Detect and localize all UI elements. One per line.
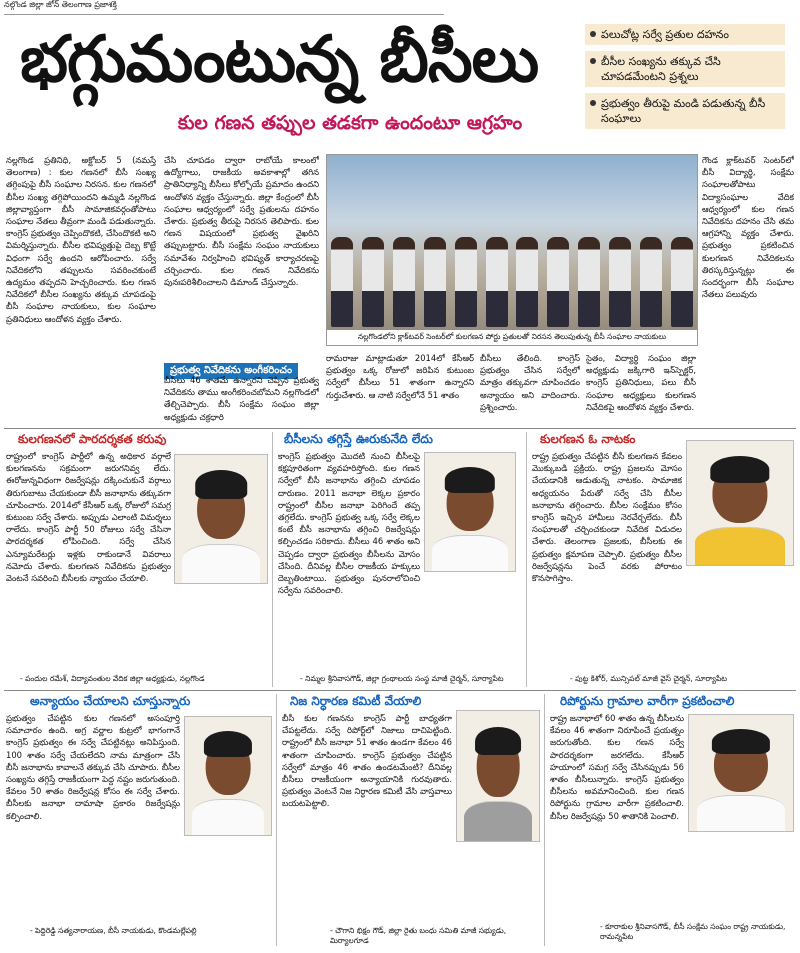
- section-signature: - చౌగాని భిక్షం గౌడ్, జిల్లా రైతు బంధు సమితి మాజీ సభ్యుడు, మిర్యాలగూడ: [330, 926, 507, 945]
- portrait-photo: [686, 440, 794, 566]
- section-title: కులగణన ఓ నాటకం: [540, 432, 636, 446]
- section-signature: - పందుల రమేశ్, విద్యావంతుల వేదిక జిల్లా అధ్యక్షుడు, నల్లగొండ: [20, 674, 205, 683]
- highlights-box: [585, 24, 785, 135]
- section-title: రిపోర్టును గ్రామాల వారీగా ప్రకటించాలి: [560, 694, 735, 708]
- lead-col-1: నల్లగొండ ప్రతినిధి, అక్టోబర్ 5 (నమస్తే తెలంగాణ) : కుల గణనలో బీసీ సంఖ్య తగ్గింపుపై బీసీ సంఘాల నిరసన. కుల గణనలో బీసీల సంఖ్య తగ్గిపోయిందని ఉమ్మడి నల్లగొండ జిల్లావ్యాప్తంగా బీసీ సామాజికవర్గంతోపాటు సంఘాల నేతలు తీవ్రంగా మండి పడుతున్నారు. కాంగ్రెస్ ప్రభుత్వం చెప్పిందొకటి, చేసిందొకటి అని విమర్శిస్తున్నారు. బీసీల భవిష్యత్తుపై దెబ్బ కొట్టే విధంగా సర్వే ఉందని ఆరోపించారు. సర్వే నివేదికలోని తప్పులను సవరించకుంటే ఉద్యమం తప్పదని హెచ్చరించారు. కుల గణన నివేదికలో బీసీల సంఖ్యను తక్కువ చూపడంపై బీసీ సంఘాల నాయకులు, కుల సంఘాల ప్రతినిధులు ఆందోళన వ్యక్తం చేశారు.: [6, 155, 156, 324]
- portrait-photo: [184, 716, 272, 836]
- divider: [272, 432, 273, 687]
- section-signature: - పెద్దిరెడ్డి సత్యనారాయణ, బీసీ నాయకుడు, కొండమల్లేపల్లి: [30, 926, 197, 935]
- section-signature: - నిమ్మల శ్రీనివాసగౌడ్, జిల్లా గ్రంథాలయ సంస్థ మాజీ చైర్మన్, సూర్యాపేట: [300, 674, 504, 683]
- highlight-item: బీసీల సంఖ్యను తక్కువ చేసి చూపడమేంటని ప్రశ్నలు: [585, 51, 785, 87]
- lead-col-2: చేసి చూపడం ద్వారా రాబోయే కాలంలో ఉద్యోగాలు, రాజకీయ అవకాశాల్లో తగిన ప్రాతినిధ్యాన్ని బీసీలు కోల్పోయే ప్రమాదం ఉందని ఆందోళన వ్యక్తం చేస్తున్నారు. జిల్లా కేంద్రంలో బీసీ సంఘాల ఆధ్వర్యంలో సర్వే ప్రతులను దహనం చేశారు. ప్రభుత్వ తీరుపై నిరసన తెలిపారు. కుల గణన విషయంలో ప్రభుత్వ వైఖరిని తప్పుబట్టారు. బీసీ సంక్షేమ సంఘం నాయకులు సమావేశం నిర్వహించి భవిష్యత్ కార్యాచరణపై చర్చించారు. కుల గణన నివేదికను పునఃపరిశీలించాలని డిమాండ్ చేస్తున్నారు.: [164, 155, 319, 288]
- lead-bottom-b: రామరాజు మాట్లాడుతూ 2014లో కేసీఆర్ ప్రభుత్వం ఒక్క రోజులో జరిపిన కుటుంబ సర్వేలో బీసీలు 51 శాతంగా ఉన్నారని గుర్తుచేశారు. ఆ నాటి సర్వేలోనే 51 శాతం: [326, 353, 474, 400]
- portrait-photo: [174, 454, 268, 584]
- divider: [544, 694, 545, 946]
- section-signature: - పుట్ట కిశోర్, మున్సిపల్ మాజీ వైస్ చైర్మన్, సూర్యాపేట: [570, 674, 728, 683]
- lead-col-4: గౌండ క్లాక్‌టవర్ సెంటర్‌లో బీసీ విద్యార్థి, సంక్షేమ సంఘాలతోపాటు విద్యాసంఘాల వేదిక ఆధ్వర్యంలో కుల గణన నివేదికను దహనం చేసి తమ ఆగ్రహాన్ని వ్యక్తం చేశారు. ప్రభుత్వం ప్రకటించిన కులగణన నివేదికలను తిరస్కరిస్తున్నట్లు ఈ సందర్భంగా బీసీ సంఘాల నేతలు పలువురు: [702, 155, 794, 300]
- lead-bottom-a: బీసీలు 46 శాతమే ఉన్నారని చెప్పిన ప్రభుత్వ నివేదికను తాము అంగీకరించబోమని నల్లగొండలో తేల్చిచెప్పారు. బీసీ సంక్షేమ సంఘం జిల్లా అధ్యక్షుడు చక్రధారి: [164, 375, 319, 422]
- bullet-icon: [590, 58, 596, 64]
- divider: [4, 690, 796, 691]
- lead-bottom-d: సైతం, విద్యార్థి సంఘం జిల్లా అధ్యక్షుడు జక్కిగారి ఇన్‌స్పెక్టర్, కాంగ్రెస్ ప్రతినిధులు, పలు బీసీ సంఘాల అధ్యక్షులు కులగణన నివేదికపై ఆందోళన వ్యక్తం చేశారు.: [586, 353, 696, 412]
- sub-headline: కుల గణన తప్పుల తడకగా ఉందంటూ ఆగ్రహం: [177, 112, 523, 134]
- highlight-item: ప్రభుత్వం తీరుపై మండి పడుతున్న బీసీ సంఘాలు: [585, 93, 785, 129]
- portrait-photo: [456, 710, 540, 842]
- section-title: కులగణనలో పారదర్శకత కరువు: [18, 432, 167, 446]
- divider: [526, 432, 527, 687]
- section-body: కాంగ్రెస్ ప్రభుత్వం మొదటి నుంచి బీసీలపై కక్షపూరితంగా వ్యవహరిస్తోంది. కుల గణన సర్వేలో బీసీ జనాభాను తగ్గించి చూపడం దారుణం. 2011 జనాభా లెక్కల ప్రకారం రాష్ట్రంలో బీసీల జనాభా పెరిగిందే తప్ప తగ్గలేదు. కాంగ్రెస్ ప్రభుత్వ ఒక్క సర్వే లెక్కల కంటే బీసీ జనాభాను తగ్గించి రిజర్వేషన్లు కల్పించడం సరికాదు. బీసీలు 46 శాతం అని చెప్పడం ద్వారా ప్రభుత్వం బీసీలను మోసం చేసింది. దీనివల్ల బీసీల రాజకీయ హక్కులు దెబ్బతింటాయి. ప్రభుత్వం పునరాలోచించి సర్వేను సవరించాలి.: [278, 451, 420, 596]
- section-body: ప్రభుత్వం చేపట్టిన కుల గణనలో అసంపూర్తి సమాచారం ఉంది. అగ్ర వర్ణాల కుట్రలో భాగంగానే కాంగ్రెస్ ప్రభుత్వం ఈ సర్వే చేపట్టినట్లు అనిపిస్తుంది. 100 శాతం సర్వే చేయలేదని నామ మాత్రంగా చేసి బీసీ జనాభాను కావాలనే తక్కువ చేసి చూపారు. బీసీల సంఖ్యను తగ్గిస్తే రాజకీయంగా పెద్ద నష్టం జరుగుతుంది. కేవలం 50 శాతం రిజర్వేషన్ల కోసం ఈ సర్వే చేశారు. బీసీలకు జనాభా దామాషా ప్రకారం రిజర్వేషన్లు కల్పించాలి.: [6, 713, 180, 821]
- top-strip: నల్గొండ జిల్లా జోన్ తెలంగాణ ప్రజాశక్తి: [4, 0, 444, 15]
- inline-subhead: ప్రభుత్వ నివేదికను అంగీకరించం: [164, 358, 298, 379]
- portrait-photo: [424, 452, 516, 572]
- section-title: బీసీలను తగ్గిస్తే ఊరుకునేది లేదు: [284, 432, 433, 446]
- section-title: నిజ నిర్ధారణ కమిటీ వేయాలి: [290, 694, 422, 708]
- main-headline: భగ్గుమంటున్న బీసీలు: [20, 23, 539, 97]
- section-body-cont: [174, 586, 266, 670]
- section-body: రాష్ట్రంలో కాంగ్రెస్ పార్టీలో ఉన్న అధికార వర్గాలే కులగణనను సక్రమంగా జరుగనివ్వ లేదు. ఈరోజున్నవిధంగా రిజర్వేషన్లు దక్కించుకునే వర్గాలు తిరుగుబాటు చేయకుండా బీసీ జనాభాను తక్కువగా చూపించారు. 2014లో కేసీఆర్ ఒక్క రోజులో సమగ్ర కుటుంబ సర్వే చేశారు. అప్పుడు ఎలాంటి విమర్శలు రాలేదు. కాంగ్రెస్ పార్టీ 50 రోజులు సర్వే చేసినా పారదర్శకత లోపించింది. సర్వే చేసిన ఎన్యూమరేటర్లు ఇళ్లకు రాకుండానే వివరాలు నమోదు చేశారు. కులగణన నివేదికను ప్రభుత్వం వెంటనే సవరించి బీసీలకు న్యాయం చేయాలి.: [6, 451, 171, 584]
- section-title: అన్యాయం చేయాలని చూస్తున్నారు: [30, 694, 191, 708]
- divider: [276, 694, 277, 946]
- section-body: రాష్ట్ర ప్రభుత్వం చేపట్టిన బీసీ కులగణన కేవలం మొక్కుబడి ప్రక్రియ. రాష్ట్ర ప్రజలను మోసం చేయడానికి ఆడుతున్న నాటకం. సామాజిక అధ్యయనం పేరుతో సర్వే చేసి బీసీల జనాభాను తగ్గించారు. బీసీల సంక్షేమం కోసం కాంగ్రెస్ ఇచ్చిన హామీలు నెరవేర్చలేదు. బీసీ సంఘాలతో చర్చించకుండా నివేదిక విడుదల చేశారు. తెలంగాణ ప్రజలకు, బీసీలకు ఈ ప్రభుత్వం క్షమాపణ చెప్పాలి. ప్రభుత్వం బీసీల రిజర్వేషన్లను పెంచే వరకు పోరాటం కొనసాగిస్తాం.: [532, 451, 682, 584]
- lead-bottom-c: బీసీలు తేలింది. కాంగ్రెస్ ప్రభుత్వం చేసిన సర్వేలో మాత్రం తక్కువగా చూపించడం అన్యాయం అని వాదించారు. ప్రశ్నించారు.: [480, 353, 580, 412]
- lead-photo: [326, 154, 698, 346]
- section-body: రాష్ట్ర జనాభాలో 60 శాతం ఉన్న బీసీలను కేవలం 46 శాతంగా నిరూపించే ప్రయత్నం జరుగుతోంది. కుల గణన సర్వే పారదర్శకంగా జరగలేదు. కేసీఆర్ హయాంలో సమగ్ర సర్వే చేసినప్పుడు 56 శాతం బీసీలున్నారు. కాంగ్రెస్ ప్రభుత్వం బీసీలను అవమానించింది. కుల గణన రిపోర్టును గ్రామాల వారీగా ప్రకటించాలి. బీసీల రిజర్వేషన్లు 50 శాతానికి పెంచాలి.: [550, 713, 684, 821]
- divider: [4, 428, 796, 429]
- protesters-image: [327, 227, 697, 327]
- section-body: బీసీ కుల గణనను కాంగ్రెస్ పార్టీ బాధ్యతగా చేపట్టలేదు. సర్వే రిపోర్ట్‌లో నిజాలు దాచిపెట్టింది. రాష్ట్రంలో బీసీ జనాభా 51 శాతం ఉండగా కేవలం 46 శాతంగా చూపించారు. కాంగ్రెస్ ప్రభుత్వం చేపట్టిన సర్వేలో మాత్రం 46 శాతం ఉండటమేంటి? దీనివల్ల బీసీలు రాజకీయంగా అన్యాయానికి గురవుతారు. ప్రభుత్వం వెంటనే నిజ నిర్ధారణ కమిటీ వేసి వాస్తవాలు బయటపెట్టాలి.: [282, 713, 452, 809]
- bullet-icon: [590, 31, 596, 37]
- section-signature: - కూరాకుల శ్రీనివాసగౌడ్, బీసీ సంక్షేమ సంఘం రాష్ట్ర నాయకుడు, రామన్నపేట: [600, 922, 786, 941]
- portrait-photo: [688, 714, 794, 832]
- highlight-item: పలుచోట్ల సర్వే ప్రతుల దహనం: [585, 24, 785, 45]
- bullet-icon: [590, 100, 596, 106]
- photo-caption: నల్లగొండలోని క్లాక్‌టవర్ సెంటర్‌లో కులగణన పోర్టు ప్రతులతో నిరసన తెలుపుతున్న బీసీ సంఘాల నాయకులు: [327, 330, 697, 345]
